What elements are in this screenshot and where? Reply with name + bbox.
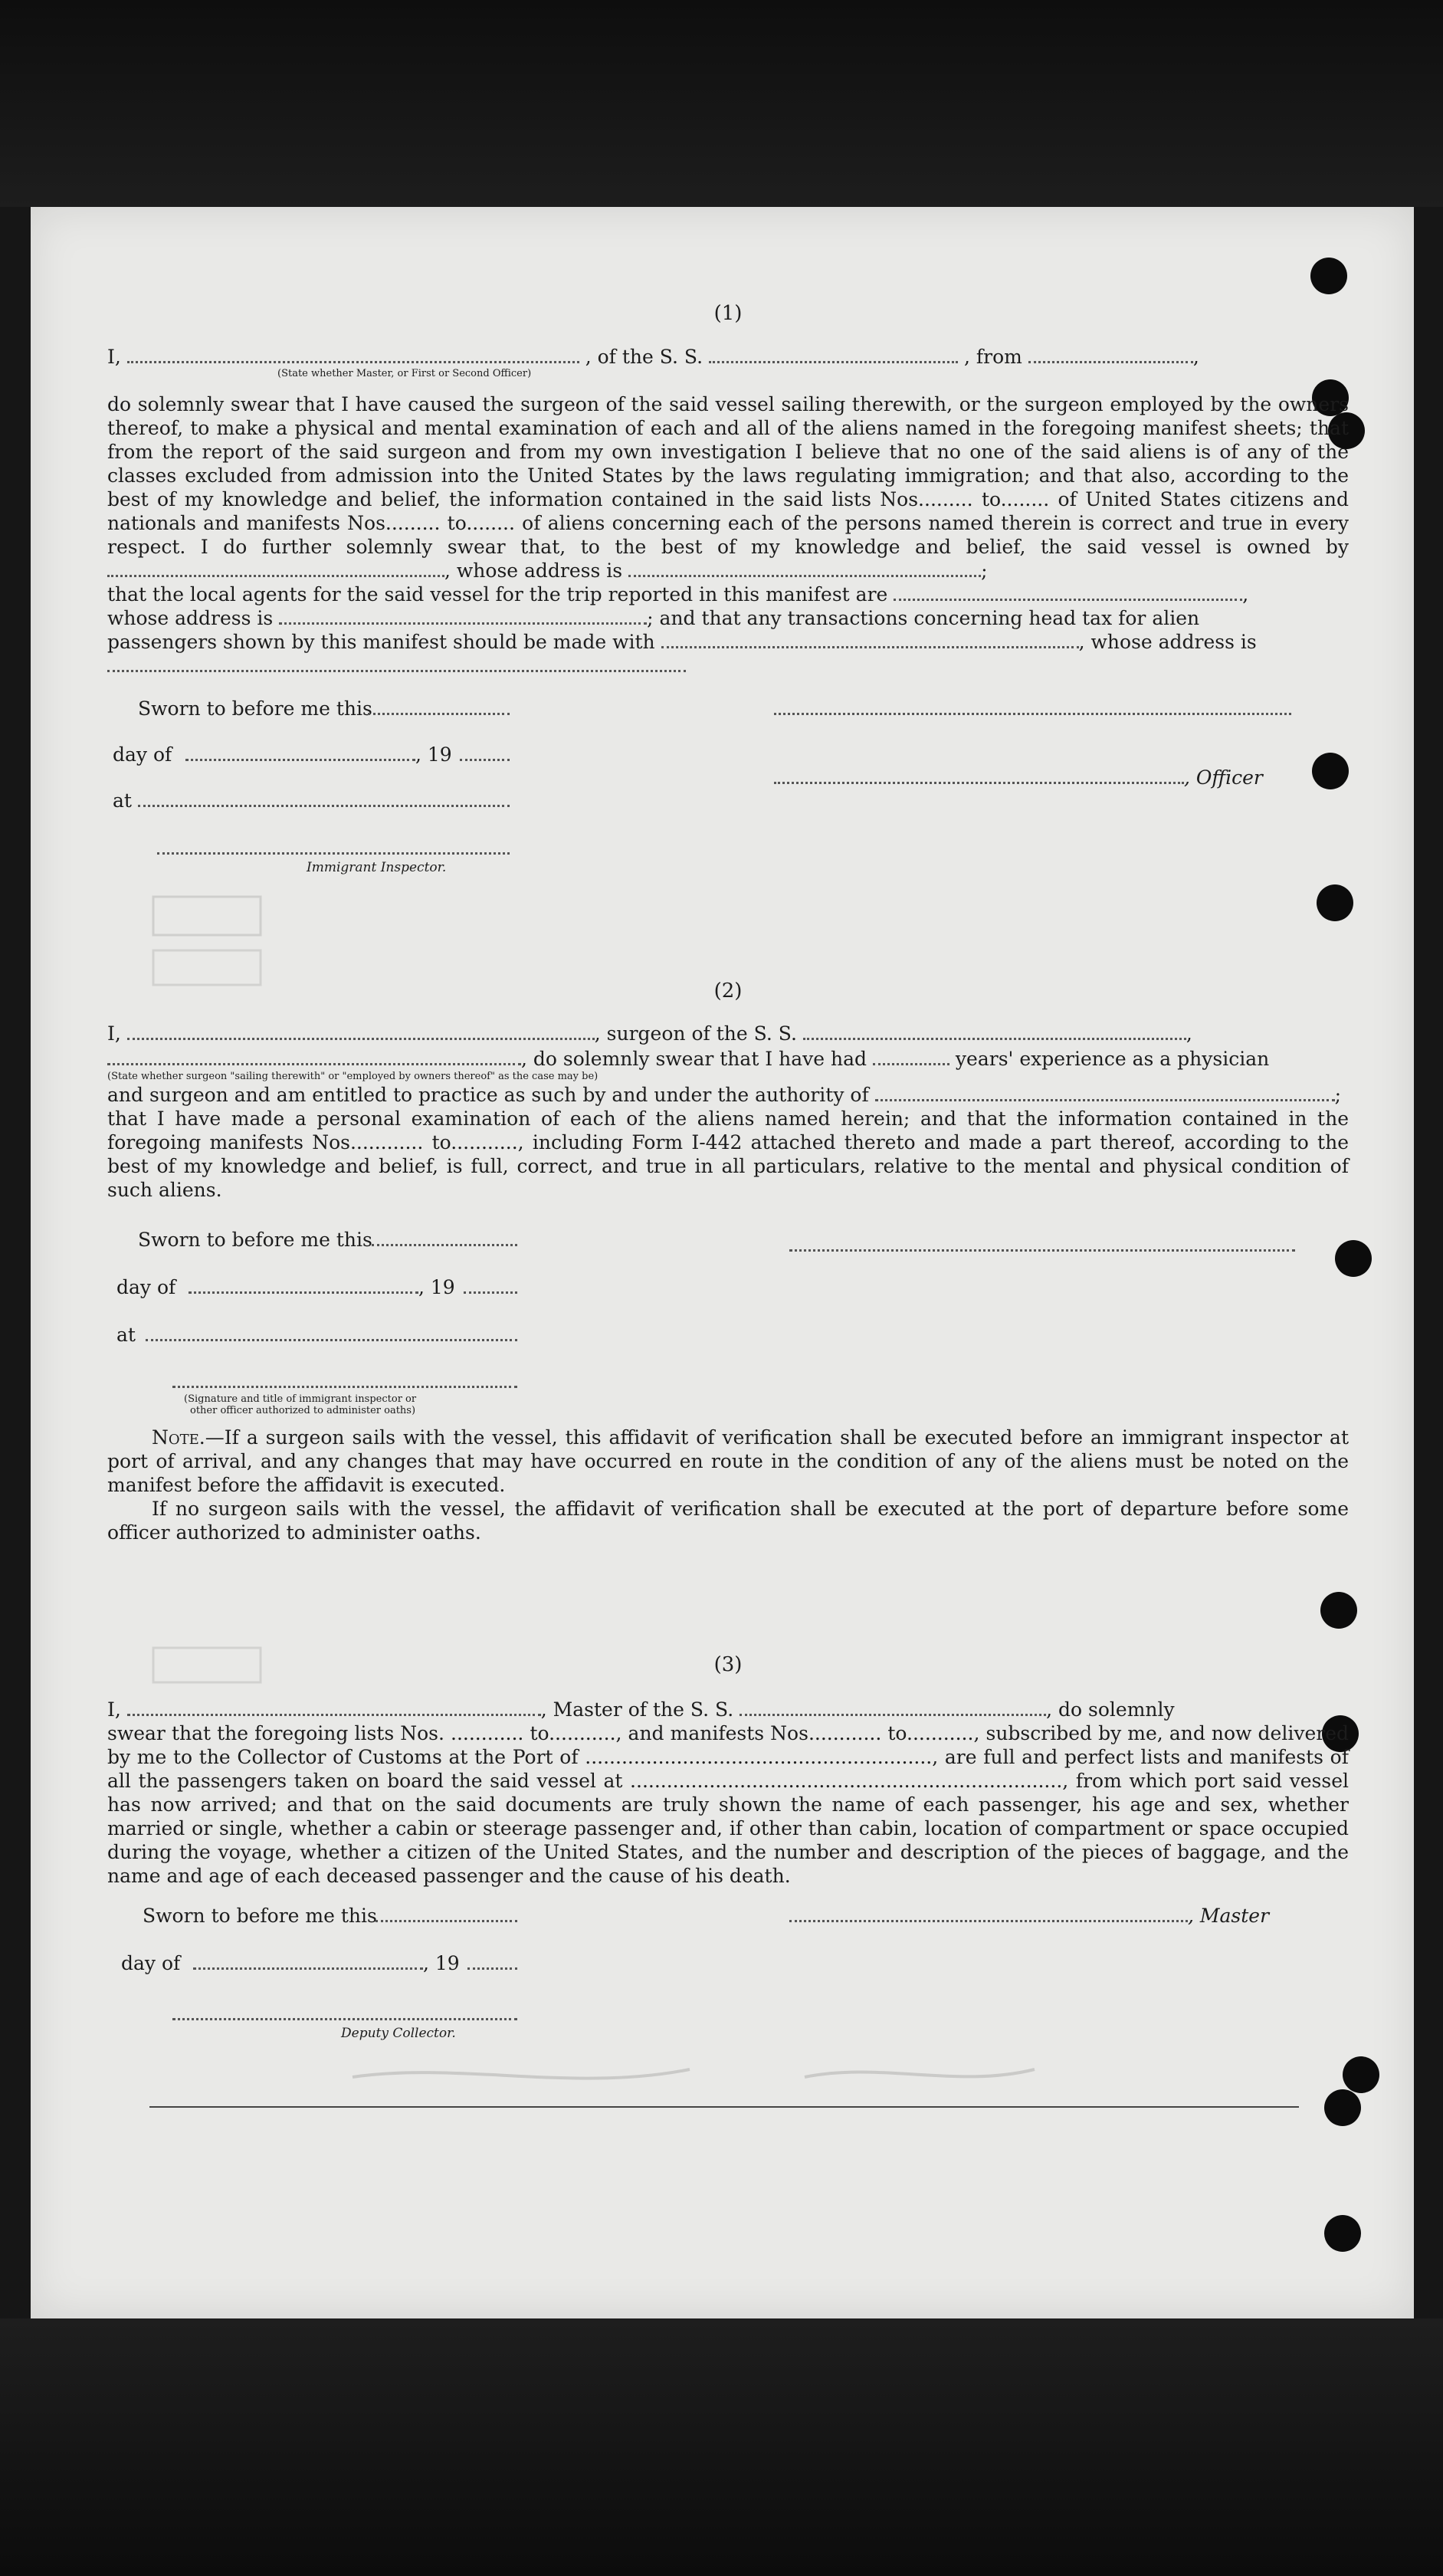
label: ; and that any transactions concerning head tax for alien <box>647 607 1200 629</box>
label: , <box>1242 583 1249 605</box>
label: , <box>1186 1022 1192 1045</box>
officer-label: , Officer <box>1184 766 1263 789</box>
label: , of the S. S. <box>585 346 703 368</box>
field-caption: (State whether surgeon "sailing therewith" or "employed by owners thereof" as the case may be) <box>107 1071 599 1082</box>
label: that the local agents for the said vessel for the trip reported in this manifest are <box>107 583 888 605</box>
label: , whose address is <box>444 560 623 582</box>
label: , <box>1192 346 1199 368</box>
year-label: , 19 <box>418 1276 455 1298</box>
label: passengers shown by this manifest should be made with <box>107 631 655 653</box>
scan-border-top <box>0 0 1443 207</box>
label: years' experience as a physician <box>955 1048 1270 1070</box>
label: , from <box>964 346 1022 368</box>
year-label: , 19 <box>415 743 452 766</box>
signature-caption: other officer authorized to administer oaths) <box>190 1405 416 1416</box>
master-label: , Master <box>1188 1905 1270 1927</box>
field-caption: (State whether Master, or First or Second Officer) <box>277 368 532 379</box>
surgeon-oath-body: that I have made a personal examination of each of the aliens named herein; and that the information contained in the foregoing manifests Nos............ to..........., including Form I-442 attached thereto and made a part thereof, according to the best of my knowledge and belief, is full, correct, and true in all particulars, relative to the mental and physical condition of such aliens. <box>107 1108 1349 1201</box>
label: , do solemnly <box>1046 1698 1175 1721</box>
label: I, <box>107 1022 121 1045</box>
year-label: , 19 <box>423 1952 460 1974</box>
label: , whose address is <box>1078 631 1257 653</box>
day-label: day of <box>121 1952 181 1974</box>
section-heading: (3) <box>713 1653 743 1676</box>
sworn-label: Sworn to before me this <box>138 697 372 720</box>
sworn-label: Sworn to before me this <box>138 1229 372 1251</box>
label: , surgeon of the S. S. <box>594 1022 797 1045</box>
label: I, <box>107 346 121 368</box>
form-page <box>31 207 1414 2318</box>
scan-border-bottom <box>0 2318 1443 2576</box>
note-text: —If a surgeon sails with the vessel, this affidavit of verification shall be executed before an immigrant inspector at port of arrival, and any changes that may have occurred en route in the condition of any of the aliens must be noted on the manifest before the affidavit is executed. <box>107 1426 1349 1496</box>
ghost-stamp-marks <box>77 207 1379 2276</box>
inspector-caption: Immigrant Inspector. <box>307 860 447 875</box>
label: and surgeon and am entitled to practice as such by and under the authority of <box>107 1084 869 1106</box>
day-label: day of <box>113 743 172 766</box>
delivery-body: swear that the foregoing lists Nos. ............ to..........., and manifests Nos............ to..........., subscribed by me, and now delivered by me to the Collector of Customs at the Port of ........................................................., are full and perfect lists and manifests of all the passengers taken on board the said vessel at ......................................................................., from which port said vessel has now arrived; and that on the said documents are truly shown the name of each passenger, his age and sex, whether married or single, whether a cabin or steerage passenger and, if other than cabin, location of compartment or space occupied during the voyage, whether a citizen of the United States, and the number and description of the pieces of baggage, and the name and age of each deceased passenger and the cause of his death. <box>107 1722 1349 1887</box>
at-label: at <box>116 1324 136 1346</box>
section-heading: (2) <box>713 980 743 1003</box>
note-label: Note. <box>152 1426 205 1449</box>
section-heading: (1) <box>713 302 743 325</box>
deputy-caption: Deputy Collector. <box>341 2026 456 2041</box>
signature-caption: (Signature and title of immigrant inspector or <box>184 1393 417 1405</box>
label: ; <box>981 560 988 582</box>
oath-body: do solemnly swear that I have caused the surgeon of the said vessel sailing therewith, or the surgeon employed by the owners thereof, to make a physical and mental examination of each and all of the aliens named in the foregoing manifest sheets; that from the report of the said surgeon and from my own investigation I believe that no one of the said aliens is of any of the classes excluded from admission into the United States by the laws regulating immigration; and that also, according to the best of my knowledge and belief, the information contained in the said lists Nos......... to........ of United States citizens and nationals and manifests Nos......... to........ of aliens concerning each of the persons named therein is correct and true in every respect. I do further solemnly swear that, to the best of my knowledge and belief, the said vessel is owned by <box>107 393 1349 558</box>
at-label: at <box>113 789 132 812</box>
label: I, <box>107 1698 121 1721</box>
sworn-label: Sworn to before me this <box>143 1905 377 1927</box>
note-paragraph: If no surgeon sails with the vessel, the affidavit of verification shall be executed at the port of departure before some officer authorized to administer oaths. <box>107 1498 1349 1544</box>
label: ; <box>1334 1084 1342 1106</box>
label: whose address is <box>107 607 274 629</box>
day-label: day of <box>116 1276 176 1298</box>
label: , Master of the S. S. <box>540 1698 734 1721</box>
label: , do solemnly swear that I have had <box>521 1048 867 1070</box>
